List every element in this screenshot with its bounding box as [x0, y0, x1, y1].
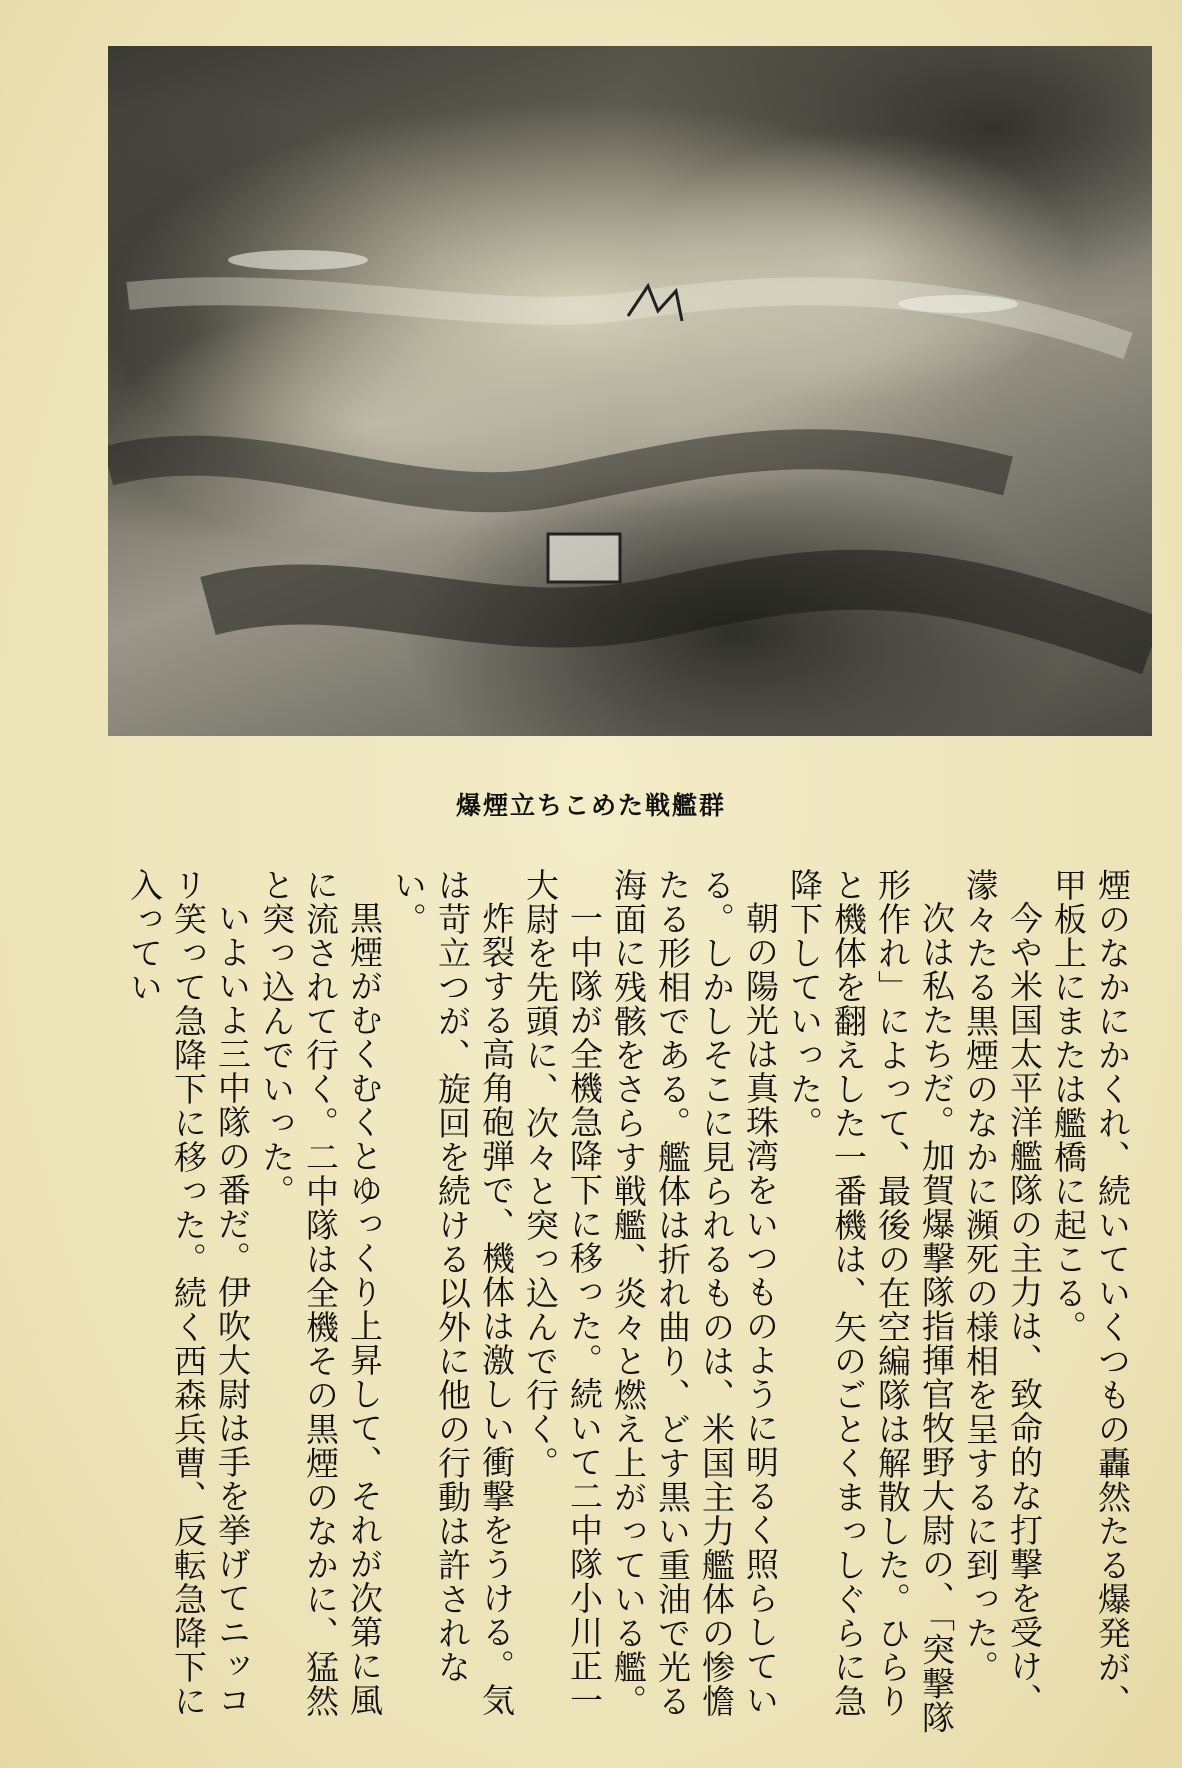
paragraph: 煙のなかにかくれ、続いていくつもの轟然たる爆発が、甲板上にまたは艦橋に起こる。 — [1049, 868, 1132, 1718]
photo-detail-icon — [108, 46, 1152, 736]
paragraph: 次は私たちだ。加賀爆撃隊指揮官牧野大尉の、「突撃隊形作れ」によって、最後の在空編隊は解散した。ひらりと機体を翻えした一番機は、矢のごとくまっしぐらに急降下していった。 — [785, 868, 956, 1735]
paragraph: 今や米国太平洋艦隊の主力は、致命的な打撃を受け、濛々たる黒煙のなかに瀕死の様相を呈するに到った。 — [961, 868, 1044, 1717]
photo-caption: 爆煙立ちこめた戦艦群 — [455, 791, 726, 820]
paragraph: 黒煙がむくむくとゆっくり上昇して、それが次第に風に流されて行く。二中隊は全機その黒煙のなかに、猛然と突っ込んでいった。 — [257, 868, 384, 1718]
paragraph: 炸裂する高角砲弾で、機体は激しい衝撃をうける。気は苛立つが、旋回を続ける以外に他の行動は許されない。 — [389, 868, 516, 1717]
paragraph: 朝の陽光は真珠湾をいつものように明るく照らしている。しかしそこに見られるものは、米国主力艦体の惨憺たる形相である。艦体は折れ曲り、どす黒い重油で光る海面に残骸をさらす戦艦、炎々と燃え上がっている艦。 — [609, 868, 780, 1718]
paragraph: 一中隊が全機急降下に移った。続いて二中隊小川正一大尉を先頭に、次々と突っ込んで行く。 — [521, 868, 604, 1717]
vertical-body-text — [94, 868, 1134, 1748]
battleship-smoke-photo — [108, 46, 1152, 736]
paragraph: いよいよ三中隊の番だ。伊吹大尉は手を挙げてニッコリ笑って急降下に移った。続く西森兵曹、反転急降下に入ってい — [125, 868, 252, 1718]
